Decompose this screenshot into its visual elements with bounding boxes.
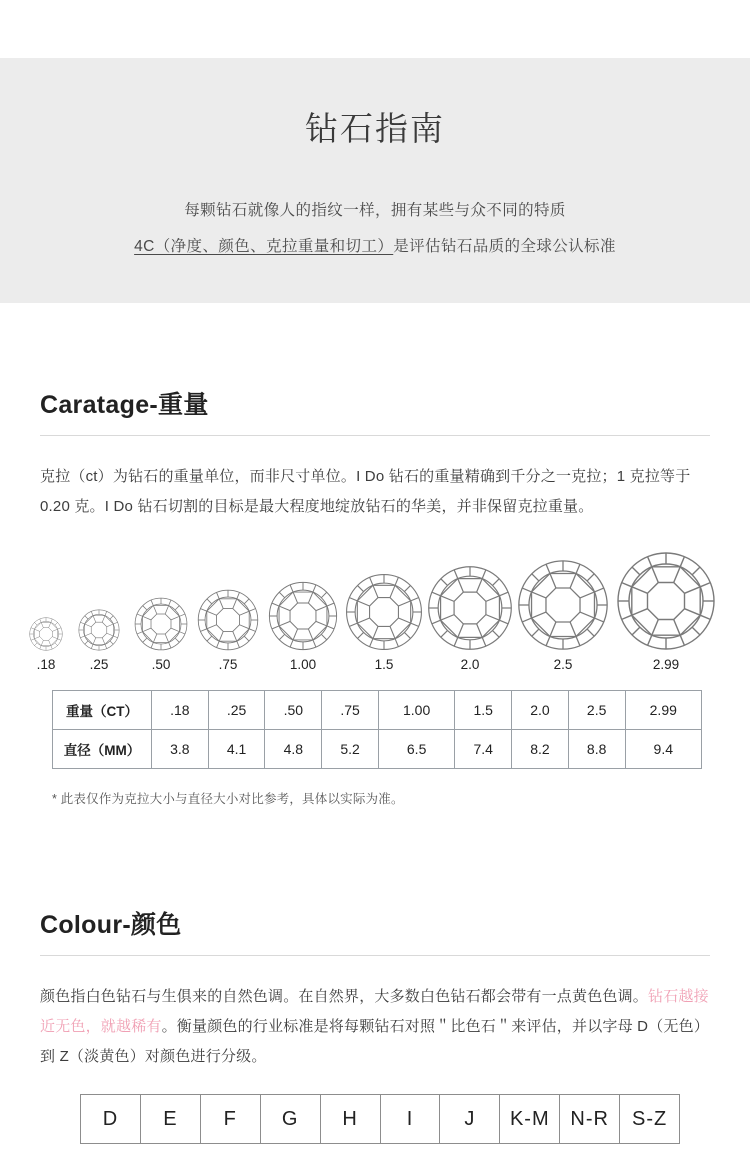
caratage-paragraph: 克拉（ct）为钻石的重量单位，而非尺寸单位。I Do 钻石的重量精确到千分之一克拉；1 克拉等于 0.20 克。I Do 钻石切割的目标是最大程度地绽放钻石的华美，并非保留克拉重量。 xyxy=(40,468,691,515)
diamond-size-label: 2.99 xyxy=(652,657,680,672)
colour-grade-cell: D xyxy=(81,1095,141,1143)
diamond-size-label: .25 xyxy=(89,657,109,672)
colour-paragraph-part1: 颜色指白色钻石与生俱来的自然色调。在自然界，大多数白色钻石都会带有一点黄色色调。 xyxy=(40,988,649,1005)
diamond-icon xyxy=(427,565,513,651)
diamond-icon xyxy=(268,581,338,651)
table-cell-weight: .18 xyxy=(152,691,209,730)
colour-paragraph xyxy=(40,982,710,1072)
table-cell-diameter: 4.1 xyxy=(208,730,265,769)
colour-paragraph-highlight: 钻石越接近无色，就越稀有 xyxy=(40,988,709,1035)
hero-banner xyxy=(0,58,750,303)
colour-grade-cell: K-M xyxy=(500,1095,560,1143)
table-cell-weight: 1.00 xyxy=(378,691,454,730)
table-cell-diameter: 9.4 xyxy=(625,730,701,769)
colour-grade-cell: F xyxy=(201,1095,261,1143)
diamond-size-label: 1.00 xyxy=(289,657,317,672)
table-rowheader-weight: 重量（CT） xyxy=(53,691,152,730)
table-cell-diameter: 5.2 xyxy=(322,730,379,769)
hero-subtitle-2-rest: 是评估钻石品质的全球公认标准 xyxy=(393,238,616,255)
diamond-size-label: .18 xyxy=(36,657,56,672)
diamond-icon xyxy=(345,573,423,651)
hero-subtitle-2 xyxy=(0,234,750,256)
diamond-size-label: .50 xyxy=(151,657,171,672)
section-title-colour: Colour-颜色 xyxy=(40,911,182,939)
colour-grade-cell: N-R xyxy=(560,1095,620,1143)
table-cell-weight: 2.5 xyxy=(568,691,625,730)
carat-diameter-table xyxy=(52,690,702,769)
diamond-icon xyxy=(616,551,716,651)
colour-grade-cell: H xyxy=(321,1095,381,1143)
diamond-size-label: 2.0 xyxy=(460,657,480,672)
table-cell-diameter: 7.4 xyxy=(455,730,512,769)
colour-grade-cell: E xyxy=(141,1095,201,1143)
colour-grade-scale xyxy=(80,1094,680,1144)
table-cell-diameter: 6.5 xyxy=(378,730,454,769)
page-title: 钻石指南 xyxy=(305,110,445,147)
caratage-note: * 此表仅作为克拉大小与直径大小对比参考，具体以实际为准。 xyxy=(52,792,404,806)
colour-paragraph-part2: 。衡量颜色的行业标准是将每颗钻石对照＂比色石＂来评估，并以字母 D（无色）到 Z（淡黄色）对颜色进行分级。 xyxy=(40,1018,710,1065)
table-cell-weight: 2.99 xyxy=(625,691,701,730)
hero-subtitle-1: 每颗钻石就像人的指纹一样，拥有某些与众不同的特质 xyxy=(184,202,566,219)
table-cell-weight: 2.0 xyxy=(512,691,569,730)
diamond-size-item xyxy=(611,551,721,672)
diamond-icon xyxy=(517,559,609,651)
table-cell-weight: .25 xyxy=(208,691,265,730)
table-rowheader-diameter: 直径（MM） xyxy=(53,730,152,769)
table-row-diameter xyxy=(53,730,702,769)
table-cell-diameter: 8.8 xyxy=(568,730,625,769)
diamond-size-label: 2.5 xyxy=(553,657,573,672)
table-cell-diameter: 4.8 xyxy=(265,730,322,769)
diamond-size-label: .75 xyxy=(218,657,238,672)
diamond-size-item xyxy=(508,559,618,672)
section-caratage xyxy=(0,385,750,807)
section-title-caratage: Caratage-重量 xyxy=(40,391,209,419)
table-cell-diameter: 8.2 xyxy=(512,730,569,769)
table-cell-weight: .50 xyxy=(265,691,322,730)
colour-grade-cell: S-Z xyxy=(632,1108,668,1130)
table-cell-weight: .75 xyxy=(322,691,379,730)
diamond-size-illustration xyxy=(0,552,750,672)
colour-grade-cell: G xyxy=(261,1095,321,1143)
table-row-weight xyxy=(53,691,702,730)
hero-subtitle-2-underlined: 4C（净度、颜色、克拉重量和切工） xyxy=(134,238,394,255)
table-cell-diameter: 3.8 xyxy=(152,730,209,769)
section-colour xyxy=(0,905,750,1144)
table-cell-weight: 1.5 xyxy=(455,691,512,730)
colour-grade-cell: J xyxy=(440,1095,500,1143)
diamond-size-label: 1.5 xyxy=(374,657,394,672)
section-divider-caratage xyxy=(40,435,710,436)
section-divider-colour xyxy=(40,955,710,956)
colour-grade-cell: I xyxy=(381,1095,441,1143)
